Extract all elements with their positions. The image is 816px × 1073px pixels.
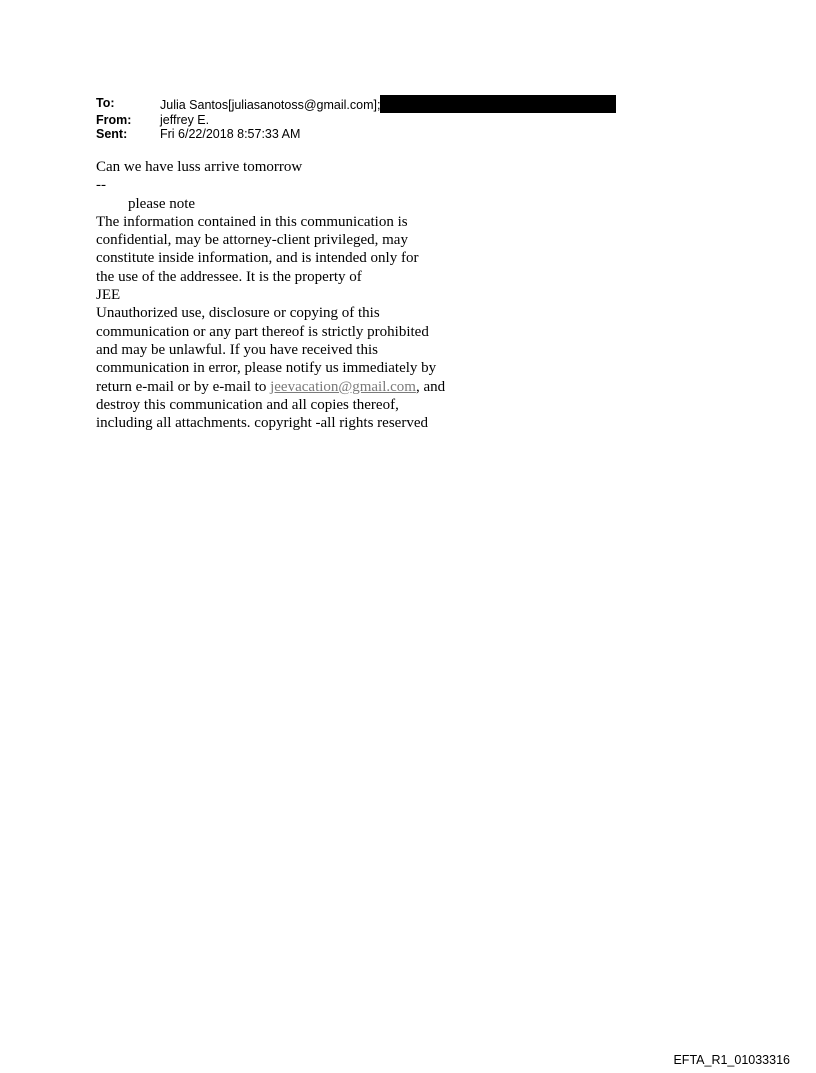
sent-value: Fri 6/22/2018 8:57:33 AM bbox=[160, 127, 301, 141]
return-line-suffix: , and bbox=[415, 378, 446, 395]
disclaimer-line: The information contained in this communication is bbox=[96, 213, 408, 230]
signature-separator: -- bbox=[96, 177, 106, 194]
sent-row bbox=[96, 127, 616, 141]
return-email-line bbox=[96, 378, 476, 396]
email-link[interactable]: jeevacation@gmail.com bbox=[270, 378, 416, 395]
closing-line: destroy this communication and all copies thereof, bbox=[96, 396, 399, 413]
closing-line: including all attachments. copyright -all rights reserved bbox=[96, 415, 428, 432]
to-value-wrap bbox=[160, 96, 616, 113]
from-value: jeffrey E. bbox=[160, 113, 210, 127]
document-id: EFTA_R1_01033316 bbox=[673, 1053, 790, 1067]
from-label: From: bbox=[96, 113, 132, 127]
to-value: Julia Santos[juliasanotoss@gmail.com]; bbox=[160, 97, 381, 112]
disclaimer-line: Unauthorized use, disclosure or copying of this bbox=[96, 305, 380, 322]
disclaimer-line: communication or any part thereof is strictly prohibited bbox=[96, 323, 429, 340]
return-line-prefix: return e-mail or by e-mail to bbox=[96, 378, 271, 395]
email-body bbox=[96, 158, 476, 432]
redaction-bar bbox=[380, 95, 616, 113]
disclaimer-line: JEE bbox=[96, 287, 121, 304]
disclaimer-line: and may be unlawful. If you have received this bbox=[96, 341, 378, 358]
sent-label: Sent: bbox=[96, 127, 128, 141]
message-text: Can we have luss arrive tomorrow bbox=[96, 159, 303, 175]
disclaimer-line: constitute inside information, and is intended only for bbox=[96, 250, 419, 267]
disclaimer-line: communication in error, please notify us immediately by bbox=[96, 360, 437, 377]
to-row bbox=[96, 96, 616, 113]
disclaimer-line: the use of the addressee. It is the property of bbox=[96, 268, 362, 285]
disclaimer-line: confidential, may be attorney-client privileged, may bbox=[96, 232, 408, 249]
email-header bbox=[96, 96, 616, 141]
to-label: To: bbox=[96, 96, 115, 110]
please-note: please note bbox=[128, 195, 196, 212]
from-row bbox=[96, 113, 616, 127]
